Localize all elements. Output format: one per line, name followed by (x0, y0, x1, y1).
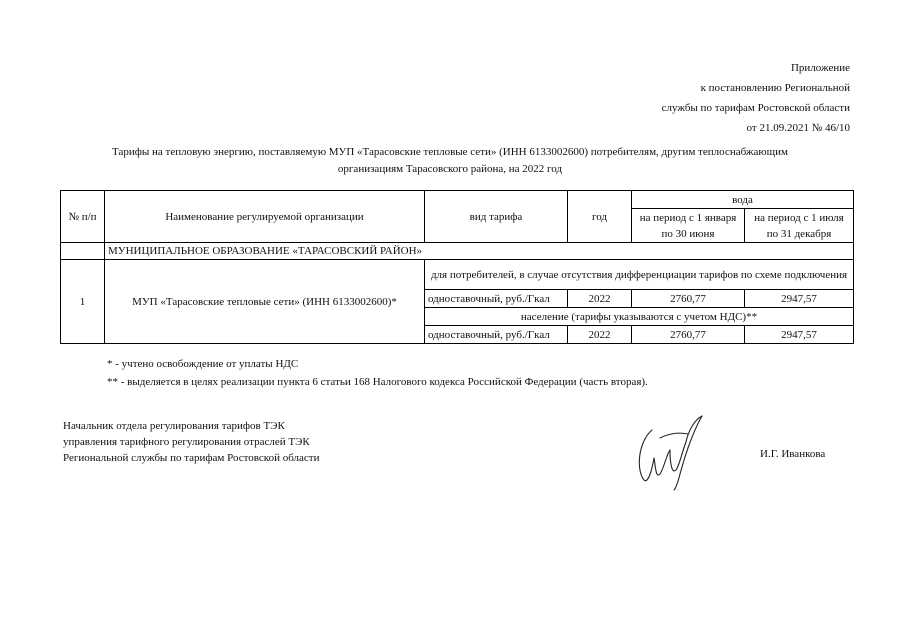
handwritten-signature (630, 408, 710, 493)
annex-line-3: службы по тарифам Ростовской области (661, 102, 850, 114)
annex-date-number: от 21.09.2021 № 46/10 (746, 122, 850, 134)
footnote-2: ** - выделяется в целях реализации пункта 6 статьи 168 Налогового кодекса Российской Федерации (часть вторая). (107, 376, 648, 388)
title-line-2: организациям Тарасовского района, на 2022 год (337, 163, 563, 175)
header-period-1: на период с 1 января по 30 июня (632, 209, 745, 243)
annex-block (662, 58, 850, 138)
value-period-2-row-1: 2947,57 (745, 290, 854, 308)
annex-line-1: Приложение (790, 62, 850, 74)
value-period-1-row-1: 2760,77 (632, 290, 745, 308)
row-number: 1 (61, 260, 105, 344)
header-tariff-type: вид тарифа (425, 191, 568, 243)
year-1: 2022 (568, 290, 632, 308)
footnote-1: * - учтено освобождение от уплаты НДС (107, 358, 299, 370)
header-water: вода (632, 191, 854, 209)
header-period-2: на период с 1 июля по 31 декабря (745, 209, 854, 243)
signatory-line-2: управления тарифного регулирования отраслей ТЭК (63, 436, 310, 448)
section-population: население (тарифы указываются с учетом НДС)** (425, 308, 854, 326)
signatory-position (63, 418, 320, 466)
signatory-line-3: Региональной службы по тарифам Ростовской области (63, 452, 320, 464)
header-organization: Наименование регулируемой организации (105, 191, 425, 243)
organization-name: МУП «Тарасовские тепловые сети» (ИНН 6133002600)* (105, 260, 425, 344)
tariff-type-1: одноставочный, руб./Гкал (425, 290, 568, 308)
signatory-line-1: Начальник отдела регулирования тарифов ТЭК (63, 420, 285, 432)
footnotes (107, 355, 648, 391)
signatory-name: И.Г. Иванкова (760, 448, 826, 460)
tariff-type-2: одноставочный, руб./Гкал (425, 326, 568, 344)
header-year: год (568, 191, 632, 243)
value-period-2-row-2: 2947,57 (745, 326, 854, 344)
year-2: 2022 (568, 326, 632, 344)
municipality-empty-cell (61, 243, 105, 260)
municipality-row: МУНИЦИПАЛЬНОЕ ОБРАЗОВАНИЕ «ТАРАСОВСКИЙ РАЙОН» (105, 243, 854, 260)
annex-line-2: к постановлению Региональной (700, 82, 850, 94)
document-title (70, 144, 830, 178)
header-number: № п/п (61, 191, 105, 243)
value-period-1-row-2: 2760,77 (632, 326, 745, 344)
tariff-table (60, 190, 854, 344)
section-consumers: для потребителей, в случае отсутствия дифференциации тарифов по схеме подключения (425, 260, 854, 290)
title-line-1: Тарифы на тепловую энергию, поставляемую МУП «Тарасовские тепловые сети» (ИНН 6133002600) потребителям, другим теплоснабжающим (112, 146, 788, 158)
